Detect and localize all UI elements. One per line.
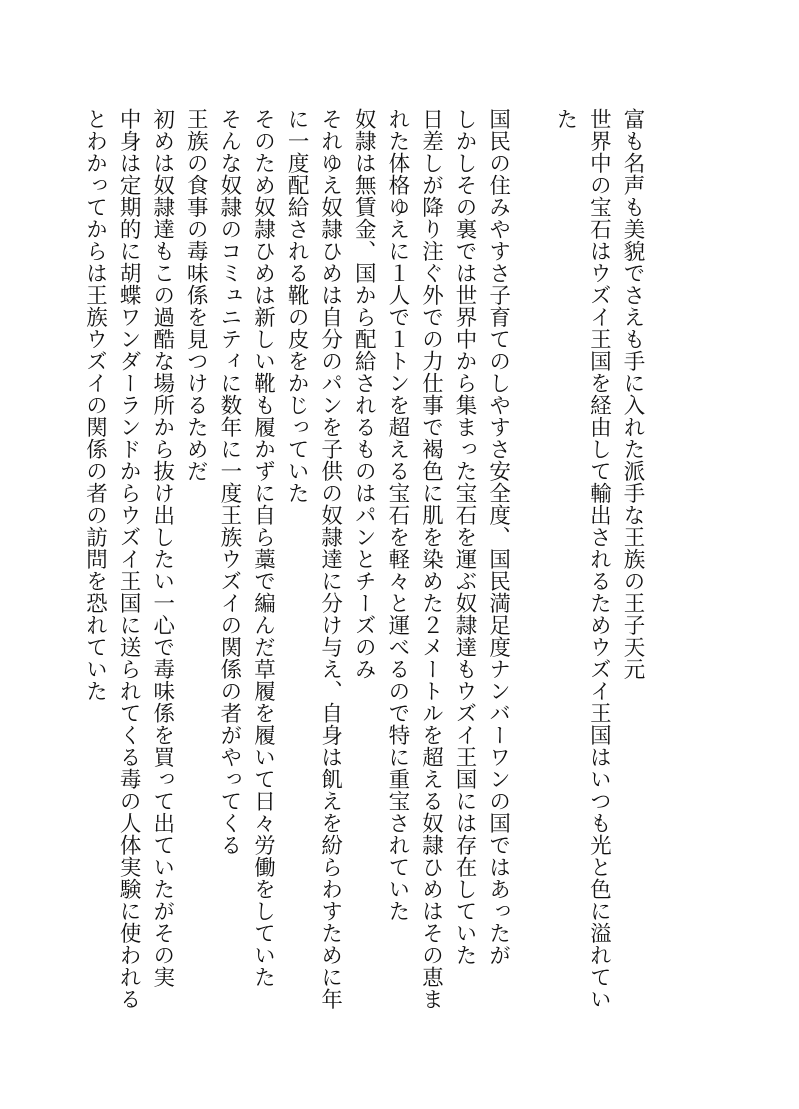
text-line: 富も名声も美貌でさえも手に入れた派手な王族の王子天元 [620, 108, 645, 680]
blank-line [515, 108, 549, 1028]
text-line: 初めは奴隷達もこの過酷な場所から抜け出したい一心で毒味係を買って出ていたがその実 [149, 108, 175, 988]
text-line: 奴隷は無賃金、国から配給されるものはパンとチーズのみ [351, 108, 377, 680]
text-line: 中身は定期的に胡蝶ワンダーランドからウズイ王国に送られてくる毒の人体実験に使われるとわかってからは王族ウズイの関係の者の訪問を恐れていた [82, 108, 142, 1010]
text-line: そのため奴隷ひめは新しい靴も履かずに自ら藁で編んだ草履を履いて日々労働をしていた [250, 108, 276, 988]
text-line: 王族の食事の毒味係を見つけるためだ [183, 108, 209, 482]
text-line: 日差しが降り注ぐ外での力仕事で褐色に肌を染めた２メートルを超える奴隷ひめはその恵まれた体格ゆえに１人で１トンを超える宝石を軽々と運べるので特に重宝されていた [384, 108, 444, 1010]
text-line: それゆえ奴隷ひめは自分のパンを子供の奴隷達に分け与え、自身は飢えを紛らわすために年に一度配給される靴の皮をかじっていた [284, 108, 343, 1010]
text-line: 世界中の宝石はウズイ王国を経由して輸出されるためウズイ王国はいつも光と色に溢れていた [552, 108, 612, 1010]
vertical-text-body [78, 108, 649, 1028]
text-line: 国民の住みやすさ子育てのしやすさ安全度、国民満足度ナンバーワンの国ではあったが [485, 108, 511, 966]
text-line: しかしその裏では世界中から集まった宝石を運ぶ奴隷達もウズイ王国には存在していた [452, 108, 478, 966]
text-line: そんな奴隷のコミュニティに数年に一度王族ウズイの関係の者がやってくる [216, 108, 242, 856]
